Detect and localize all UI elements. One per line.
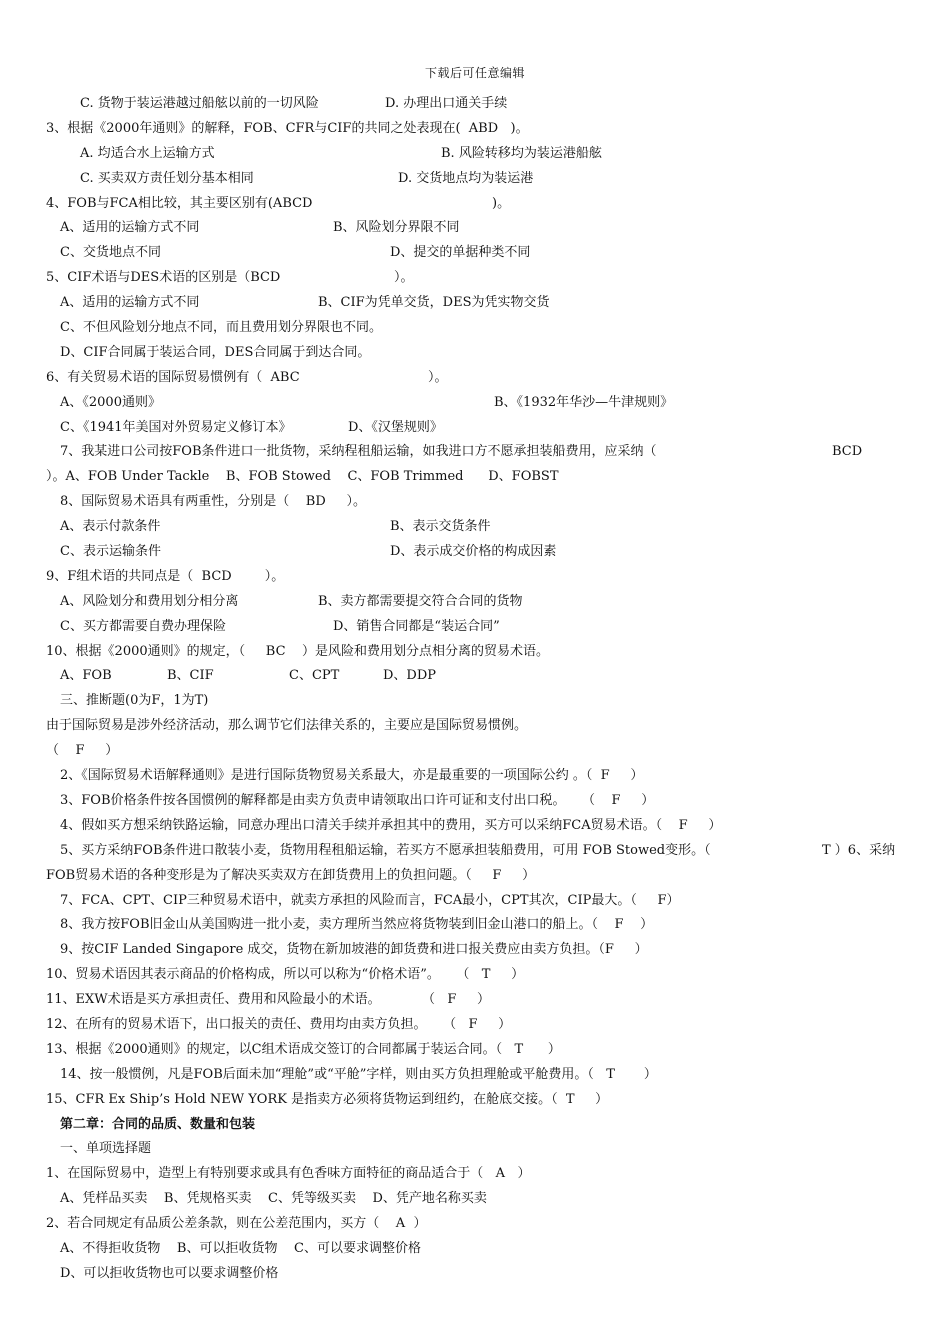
text-segment: A、《2000通则》	[60, 394, 161, 410]
text-segment: C、交货地点不同	[60, 245, 161, 261]
text-line	[0, 615, 950, 640]
text-line	[0, 1113, 950, 1138]
text-segment: 3、FOB价格条件按各国惯例的解释都是由卖方负责申请领取出口许可证和支付出口税。 （ F ）	[60, 792, 655, 808]
text-segment: D、DDP	[383, 668, 437, 684]
text-segment: 一、单项选择题	[60, 1141, 152, 1157]
text-segment: 12、在所有的贸易术语下，出口报关的责任、费用均由卖方负担。 （ F ）	[46, 1016, 512, 1032]
text-line	[0, 814, 950, 839]
text-segment: D、表示成交价格的构成因素	[390, 544, 557, 560]
text-line	[0, 640, 950, 665]
text-line	[0, 1063, 950, 1088]
text-line	[0, 1038, 950, 1063]
text-segment: D、《汉堡规则》	[348, 419, 443, 435]
text-segment: A、不得拒收货物 B、可以拒收货物 C、可以要求调整价格	[60, 1240, 421, 1256]
text-segment: 10、根据《2000通则》的规定，（ BC ）是风险和费用划分点相分离的贸易术语。	[46, 643, 550, 659]
text-segment: D. 办理出口通关手续	[385, 96, 508, 111]
text-line	[0, 490, 950, 515]
text-segment: 9、按CIF Landed Singapore 成交，货物在新加坡港的卸货费和进口报关费应由卖方负担。（F ）	[60, 942, 648, 958]
text-segment: C、不但风险划分地点不同，而且费用划分界限也不同。	[60, 320, 382, 336]
text-line	[0, 988, 950, 1013]
text-segment: )。	[492, 195, 511, 211]
text-line	[0, 316, 950, 341]
text-segment: FOB贸易术语的各种变形是为了解决买卖双方在卸货费用上的负担问题。（ F ）	[46, 867, 536, 883]
text-segment: B、风险划分界限不同	[333, 220, 460, 236]
text-segment: C、买方都需要自费办理保险	[60, 618, 226, 634]
text-line	[0, 1137, 950, 1162]
text-segment: B、表示交货条件	[390, 519, 491, 535]
text-segment: A、风险划分和费用划分相分离	[60, 593, 239, 609]
text-line	[0, 167, 950, 192]
text-line	[0, 241, 950, 266]
text-line	[0, 664, 950, 689]
text-segment: 4、假如买方想采纳铁路运输，同意办理出口清关手续并承担其中的费用，买方可以采纳FCA贸易术语。（ F ）	[60, 817, 722, 833]
text-segment: 15、CFR Ex Ship’s Hold NEW YORK 是指卖方必须将货物运到纽约，在舱底交接。（ T ）	[46, 1091, 609, 1107]
text-segment: 6、有关贸易术语的国际贸易惯例有（ ABC	[46, 369, 300, 385]
text-line	[0, 1162, 950, 1187]
text-line	[0, 739, 950, 764]
text-line	[0, 889, 950, 914]
text-segment: A、适用的运输方式不同	[60, 220, 200, 236]
text-line	[0, 391, 950, 416]
text-segment: 4、FOB与FCA相比较，其主要区别有(ABCD	[46, 195, 313, 211]
text-line	[0, 714, 950, 739]
text-line	[0, 938, 950, 963]
text-segment: A、FOB	[60, 668, 112, 684]
text-segment: 三、推断题(0为F，1为T)	[60, 693, 209, 709]
text-line	[0, 689, 950, 714]
text-segment: 7、FCA、CPT、CIP三种贸易术语中，就卖方承担的风险而言，FCA最小，CPT其次，CIP最大。（ F）	[60, 892, 680, 908]
text-segment: 10、贸易术语因其表示商品的价格构成，所以可以称为“价格术语”。 （ T ）	[46, 967, 525, 983]
text-segment: D、可以拒收货物也可以要求调整价格	[60, 1265, 279, 1281]
text-line	[0, 839, 950, 864]
text-segment: B、卖方都需要提交符合合同的货物	[318, 593, 523, 609]
text-line	[0, 142, 950, 167]
text-line	[0, 1088, 950, 1113]
text-segment: A、适用的运输方式不同	[60, 295, 200, 311]
text-segment: C. 货物于装运港越过船舷以前的一切风险	[80, 96, 319, 111]
text-line	[0, 440, 950, 465]
text-segment: A. 均适合水上运输方式	[80, 145, 215, 161]
text-segment: 5、买方采纳FOB条件进口散装小麦，货物用程租船运输，若买方不愿承担装船费用，可用 FOB Stowed变形。（	[60, 842, 711, 858]
text-segment: T ）6、采纳	[822, 842, 896, 858]
text-line	[0, 565, 950, 590]
text-line	[0, 416, 950, 441]
text-segment: ）。	[428, 369, 448, 385]
text-segment: 13、根据《2000通则》的规定，以C组术语成交签订的合同都属于装运合同。（ T ）	[46, 1041, 561, 1057]
text-line	[0, 216, 950, 241]
text-segment: 2、若合同规定有品质公差条款，则在公差范围内，买方（ A ）	[46, 1216, 427, 1232]
text-line	[0, 465, 950, 490]
text-line	[0, 789, 950, 814]
text-line	[0, 1262, 950, 1287]
text-line	[0, 291, 950, 316]
text-line	[0, 341, 950, 366]
text-segment: D、CIF合同属于装运合同，DES合同属于到达合同。	[60, 344, 371, 360]
text-line	[0, 266, 950, 291]
text-line	[0, 1212, 950, 1237]
text-segment: C、《1941年美国对外贸易定义修订本》	[60, 419, 292, 435]
text-line	[0, 192, 950, 217]
text-line	[0, 963, 950, 988]
text-segment: D、销售合同都是“装运合同”	[333, 618, 500, 634]
text-segment: ）。A、FOB Under Tackle B、FOB Stowed C、FOB Trimmed D、FOBST	[46, 469, 559, 485]
text-segment: 14、按一般惯例，凡是FOB后面未加“理舱”或“平舱”字样，则由买方负担理舱或平舱费用。（ T ）	[60, 1066, 657, 1082]
text-segment: 2、《国际贸易术语解释通则》是进行国际货物贸易关系最大，亦是最重要的一项国际公约 。（ F ）	[60, 768, 644, 784]
text-line	[0, 590, 950, 615]
text-segment: C. 买卖双方责任划分基本相同	[80, 170, 254, 186]
text-segment: （ F ）	[46, 743, 119, 759]
text-segment: A、凭样品买卖 B、凭规格买卖 C、凭等级买卖 D、凭产地名称买卖	[60, 1191, 487, 1207]
text-segment: B、CIF	[167, 668, 214, 684]
text-segment: A、表示付款条件	[60, 519, 161, 535]
text-line	[0, 764, 950, 789]
text-segment: 3、根据《2000年通则》的解释，FOB、CFR与CIF的共同之处表现在( ABD )。	[46, 120, 529, 136]
text-segment: C、表示运输条件	[60, 544, 161, 560]
text-segment: BCD	[832, 444, 863, 460]
text-segment: 由于国际贸易是涉外经济活动，那么调节它们法律关系的，主要应是国际贸易惯例。	[46, 718, 528, 734]
text-segment: 9、F组术语的共同点是（ BCD ）。	[46, 568, 285, 584]
page-header: 下载后可任意编辑	[424, 66, 525, 80]
text-segment: B、CIF为凭单交货，DES为凭实物交货	[318, 295, 550, 311]
text-line	[0, 92, 950, 117]
text-segment: 11、EXW术语是买方承担责任、费用和风险最小的术语。 （ F ）	[46, 992, 491, 1008]
chapter-heading: 第二章：合同的品质、数量和包装	[60, 1116, 256, 1132]
text-line	[0, 913, 950, 938]
text-segment: C、CPT	[289, 668, 340, 684]
text-line	[0, 1237, 950, 1262]
text-line	[0, 1187, 950, 1212]
text-segment: B、《1932年华沙—牛津规则》	[494, 394, 674, 410]
text-line	[0, 515, 950, 540]
document-body	[0, 92, 950, 1287]
text-segment: 8、国际贸易术语具有两重性，分别是（ BD ）。	[60, 494, 366, 510]
text-segment: D、提交的单据种类不同	[390, 245, 531, 261]
text-segment: 5、CIF术语与DES术语的区别是（BCD	[46, 270, 281, 286]
text-segment: 7、我某进口公司按FOB条件进口一批货物，采纳程租船运输，如我进口方不愿承担装船费用，应采纳（	[60, 444, 657, 460]
text-line	[0, 864, 950, 889]
text-line	[0, 540, 950, 565]
text-line	[0, 1013, 950, 1038]
text-segment: B. 风险转移均为装运港船舷	[441, 145, 602, 161]
text-segment: D. 交货地点均为装运港	[398, 170, 534, 186]
text-line	[0, 366, 950, 391]
text-segment: 1、在国际贸易中，造型上有特别要求或具有色香味方面特征的商品适合于（ A ）	[46, 1166, 531, 1182]
text-line	[0, 117, 950, 142]
text-segment: ）。	[394, 270, 414, 286]
text-segment: 8、我方按FOB旧金山从美国购进一批小麦，卖方理所当然应将货物装到旧金山港口的船上。（ F ）	[60, 917, 654, 933]
